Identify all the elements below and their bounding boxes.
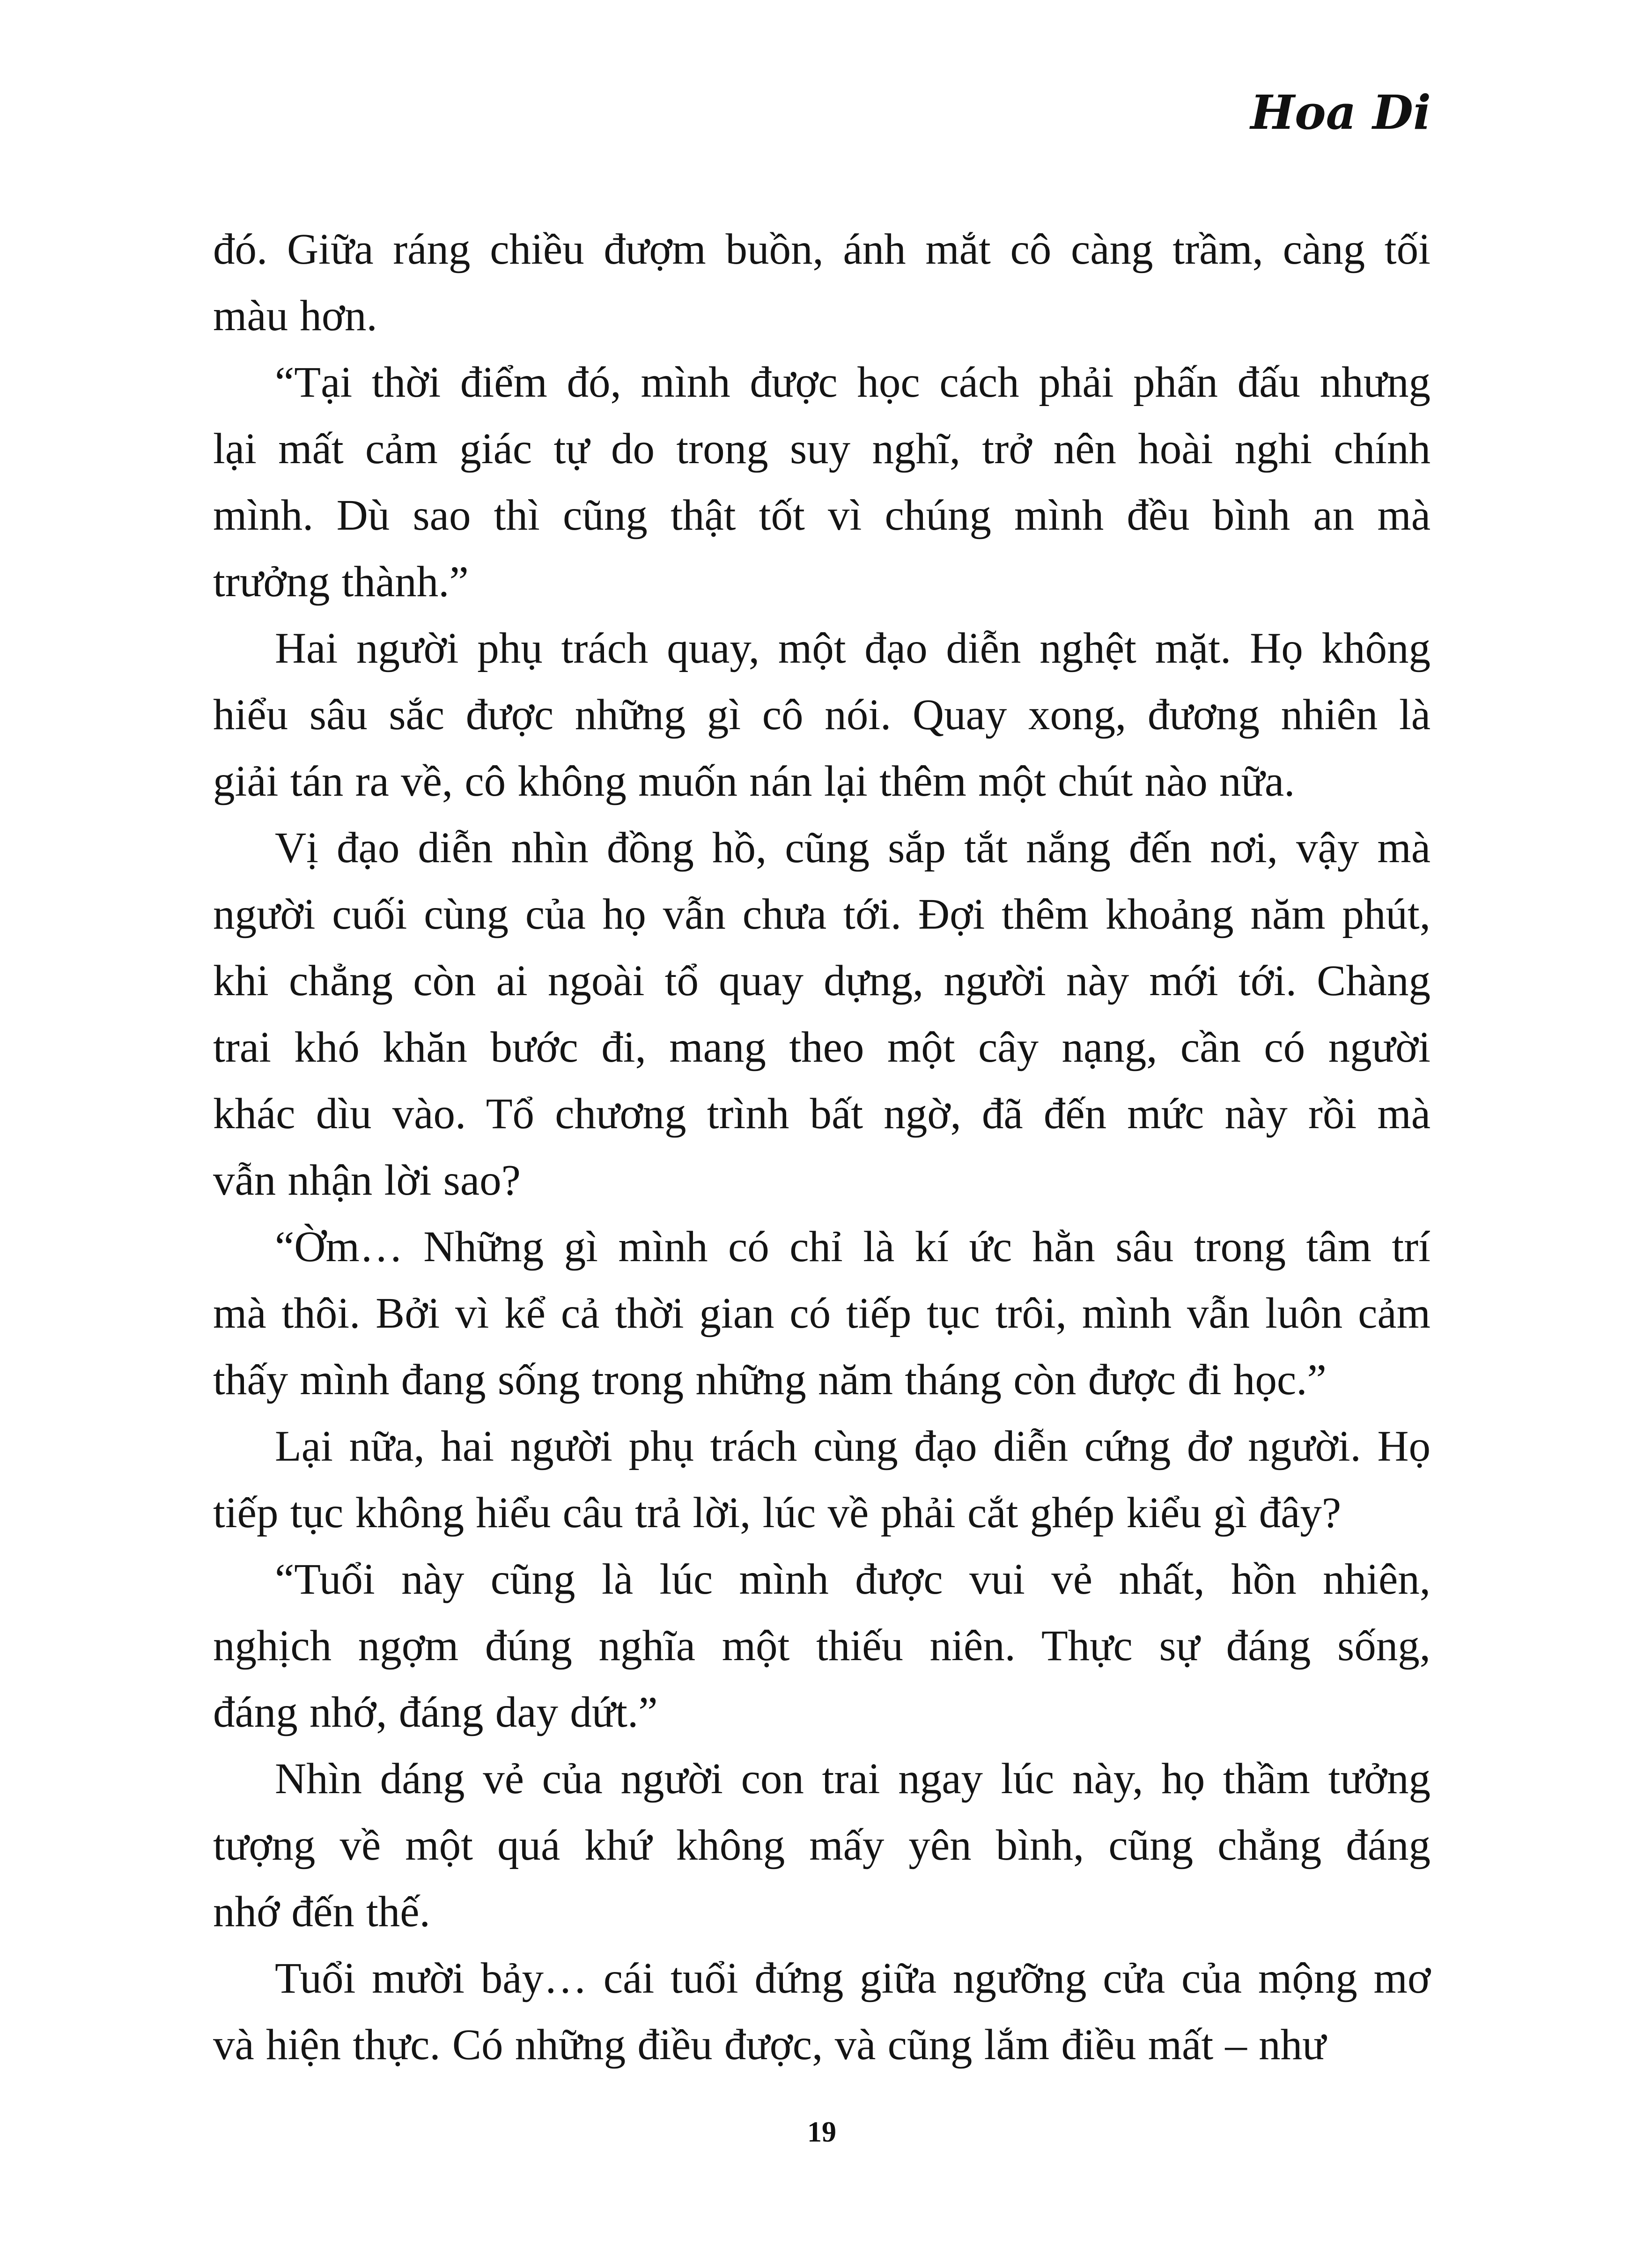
paragraph [213, 1214, 1431, 1413]
text-line: tiếp tục không hiểu câu trả lời, lúc về phải cắt ghép kiểu gì đây? [213, 1489, 1342, 1537]
text-line: Lại nữa, hai người phụ trách cùng đạo diễn cứng đơ người. Họ [275, 1422, 1431, 1470]
paragraph [213, 815, 1431, 1214]
text-line: mà thôi. Bởi vì kể cả thời gian có tiếp tục trôi, mình vẫn luôn cảm [213, 1289, 1431, 1337]
text-line: và hiện thực. Có những điều được, và cũng lắm điều mất – như [213, 2021, 1326, 2069]
text-line: “Ờm… Những gì mình có chỉ là kí ức hằn sâu trong tâm trí [275, 1223, 1431, 1271]
text-line: lại mất cảm giác tự do trong suy nghĩ, trở nên hoài nghi chính [213, 425, 1431, 473]
text-line: nhớ đến thế. [213, 1888, 430, 1936]
text-line: trai khó khăn bước đi, mang theo một cây nạng, cần có người [213, 1023, 1431, 1071]
paragraph [213, 615, 1431, 815]
paragraph [213, 349, 1431, 615]
text-line: trưởng thành.” [213, 558, 469, 606]
paragraph [213, 1746, 1431, 1945]
page-number: 19 [807, 2116, 836, 2148]
text-line: khác dìu vào. Tổ chương trình bất ngờ, đã đến mức này rồi mà [213, 1090, 1431, 1138]
text-line: Hai người phụ trách quay, một đạo diễn nghệt mặt. Họ không [275, 624, 1431, 672]
paragraph [213, 1413, 1431, 1546]
text-line: màu hơn. [213, 292, 377, 340]
text-line: “Tuổi này cũng là lúc mình được vui vẻ nhất, hồn nhiên, [275, 1555, 1431, 1603]
text-line: nghịch ngợm đúng nghĩa một thiếu niên. Thực sự đáng sống, [213, 1622, 1431, 1670]
text-body [213, 216, 1431, 2078]
text-line: “Tại thời điểm đó, mình được học cách phải phấn đấu nhưng [275, 358, 1431, 406]
text-line: đáng nhớ, đáng day dứt.” [213, 1688, 658, 1736]
paragraph [213, 216, 1431, 349]
text-line: thấy mình đang sống trong những năm tháng còn được đi học.” [213, 1356, 1327, 1404]
text-line: đó. Giữa ráng chiều đượm buồn, ánh mắt cô càng trầm, càng tối [213, 225, 1431, 273]
running-header-author: Hoa Di [1250, 85, 1431, 140]
text-line: hiểu sâu sắc được những gì cô nói. Quay xong, đương nhiên là [213, 691, 1431, 739]
text-line: tượng về một quá khứ không mấy yên bình, cũng chẳng đáng [213, 1821, 1431, 1869]
text-line: vẫn nhận lời sao? [213, 1156, 521, 1204]
text-line: Nhìn dáng vẻ của người con trai ngay lúc này, họ thầm tưởng [275, 1755, 1431, 1803]
text-line: giải tán ra về, cô không muốn nán lại thêm một chút nào nữa. [213, 757, 1295, 805]
paragraph [213, 1945, 1431, 2078]
text-line: Vị đạo diễn nhìn đồng hồ, cũng sắp tắt nắng đến nơi, vậy mà [275, 824, 1431, 872]
text-line: khi chẳng còn ai ngoài tổ quay dựng, người này mới tới. Chàng [213, 957, 1431, 1005]
paragraph [213, 1546, 1431, 1746]
text-line: người cuối cùng của họ vẫn chưa tới. Đợi thêm khoảng năm phút, [213, 890, 1431, 938]
text-line: mình. Dù sao thì cũng thật tốt vì chúng mình đều bình an mà [213, 491, 1431, 539]
text-line: Tuổi mười bảy… cái tuổi đứng giữa ngưỡng cửa của mộng mơ [275, 1954, 1431, 2002]
